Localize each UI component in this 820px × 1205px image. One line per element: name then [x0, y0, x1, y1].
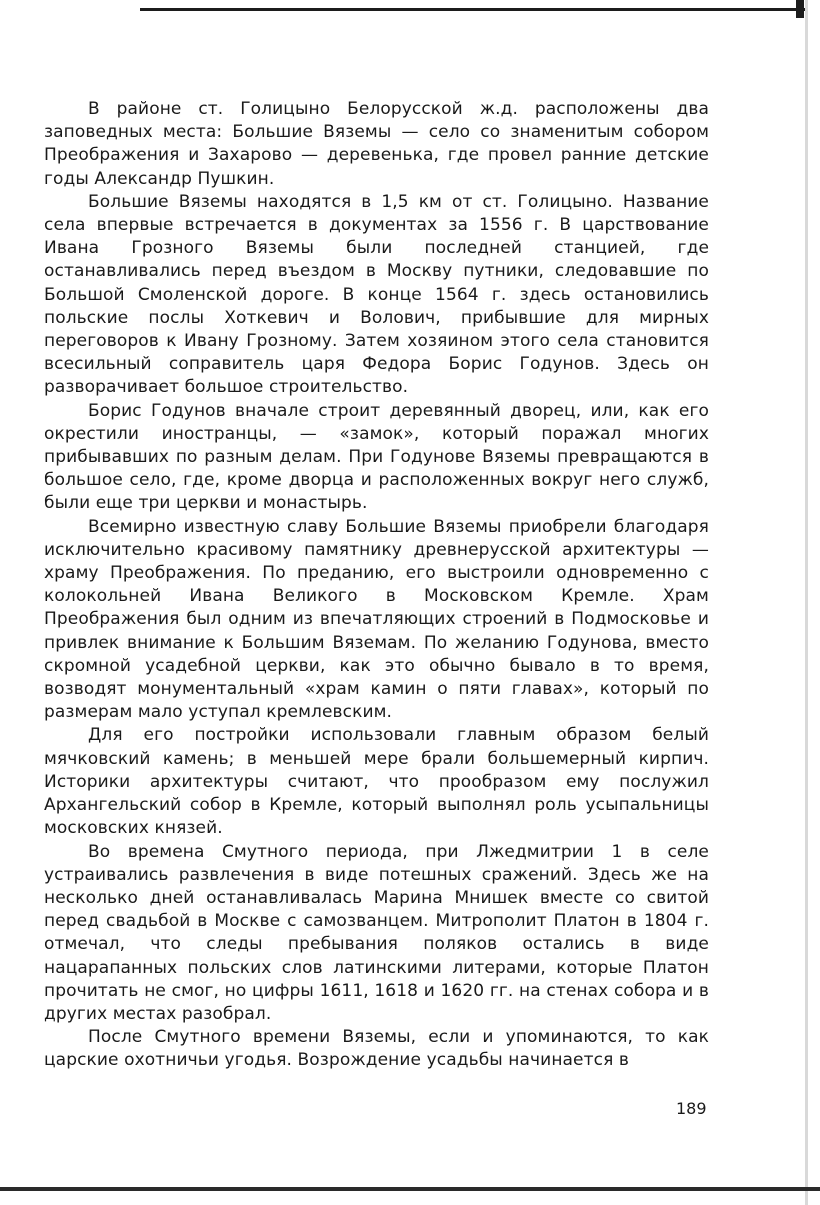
paragraph-3: Борис Годунов вначале строит деревянный дворец, или, как его окрестили иностранцы, — «замок», который поражал многих прибывавших по разным делам. При Годунове Вяземы превращаются в большое село, где, кроме дворца и расположенных вокруг него служб, были еще три церкви и монастырь.: [44, 400, 709, 514]
scan-edge-shadow: [805, 0, 808, 1205]
paragraph-4: Всемирно известную славу Большие Вяземы приобрели благодаря исключительно красивому памятнику древнерусской архитектуры — храму Преображения. По преданию, его выстроили одновременно с колокольней Ивана Великого в Московском Кремле. Храм Преображения был одним из впечатляющих строений в Подмосковье и привлек внимание к Большим Вяземам. По желанию Годунова, вместо скромной усадебной церкви, как это обычно бывало в то время, возводят монументальный «храм камин о пяти главах», который по размерам мало уступал кремлевским.: [44, 516, 709, 723]
paragraph-7: После Смутного времени Вяземы, если и упоминаются, то как царские охотничьи угодья. Возрождение усадьбы начинается в: [44, 1027, 709, 1071]
bottom-rule: [0, 1187, 820, 1191]
paragraph-1: В районе ст. Голицыно Белорусской ж.д. расположены два заповедных места: Большие Вяземы — село со знаменитым собором Преображения и Захарово — деревенька, где провел ранние детские годы Александр Пушкин.: [44, 99, 709, 189]
body-text: [44, 98, 709, 1073]
paragraph-2: Большие Вяземы находятся в 1,5 км от ст. Голицыно. Название села впервые встречается в документах за 1556 г. В царствование Ивана Грозного Вяземы были последней станцией, где останавливались перед въездом в Москву путники, следовавшие по Большой Смоленской дороге. В конце 1564 г. здесь остановились польские послы Хоткевич и Волович, прибывшие для мирных переговоров к Ивану Грозному. Затем хозяином этого села становится всесильный соправитель царя Федора Борис Годунов. Здесь он разворачивает большое строительство.: [44, 191, 709, 398]
top-rule: [140, 8, 805, 11]
page-number: 189: [676, 1099, 707, 1118]
paragraph-5: Для его постройки использовали главным образом белый мячковский камень; в меньшей мере брали большемерный кирпич. Историки архитектуры считают, что прообразом ему послужил Архангельский собор в Кремле, который выполнял роль усыпальницы московских князей.: [44, 725, 709, 839]
paragraph-6: Во времена Смутного периода, при Лжедмитрии 1 в селе устраивались развлечения в виде потешных сражений. Здесь же на несколько дней останавливалась Марина Мнишек вместе со свитой перед свадьбой в Москве с самозванцем. Митрополит Платон в 1804 г. отмечал, что следы пребывания поляков остались в виде нацарапанных польских слов латинскими литерами, которые Платон прочитать не смог, но цифры 1611, 1618 и 1620 гг. на стенах собора и в других местах разобрал.: [44, 841, 709, 1024]
